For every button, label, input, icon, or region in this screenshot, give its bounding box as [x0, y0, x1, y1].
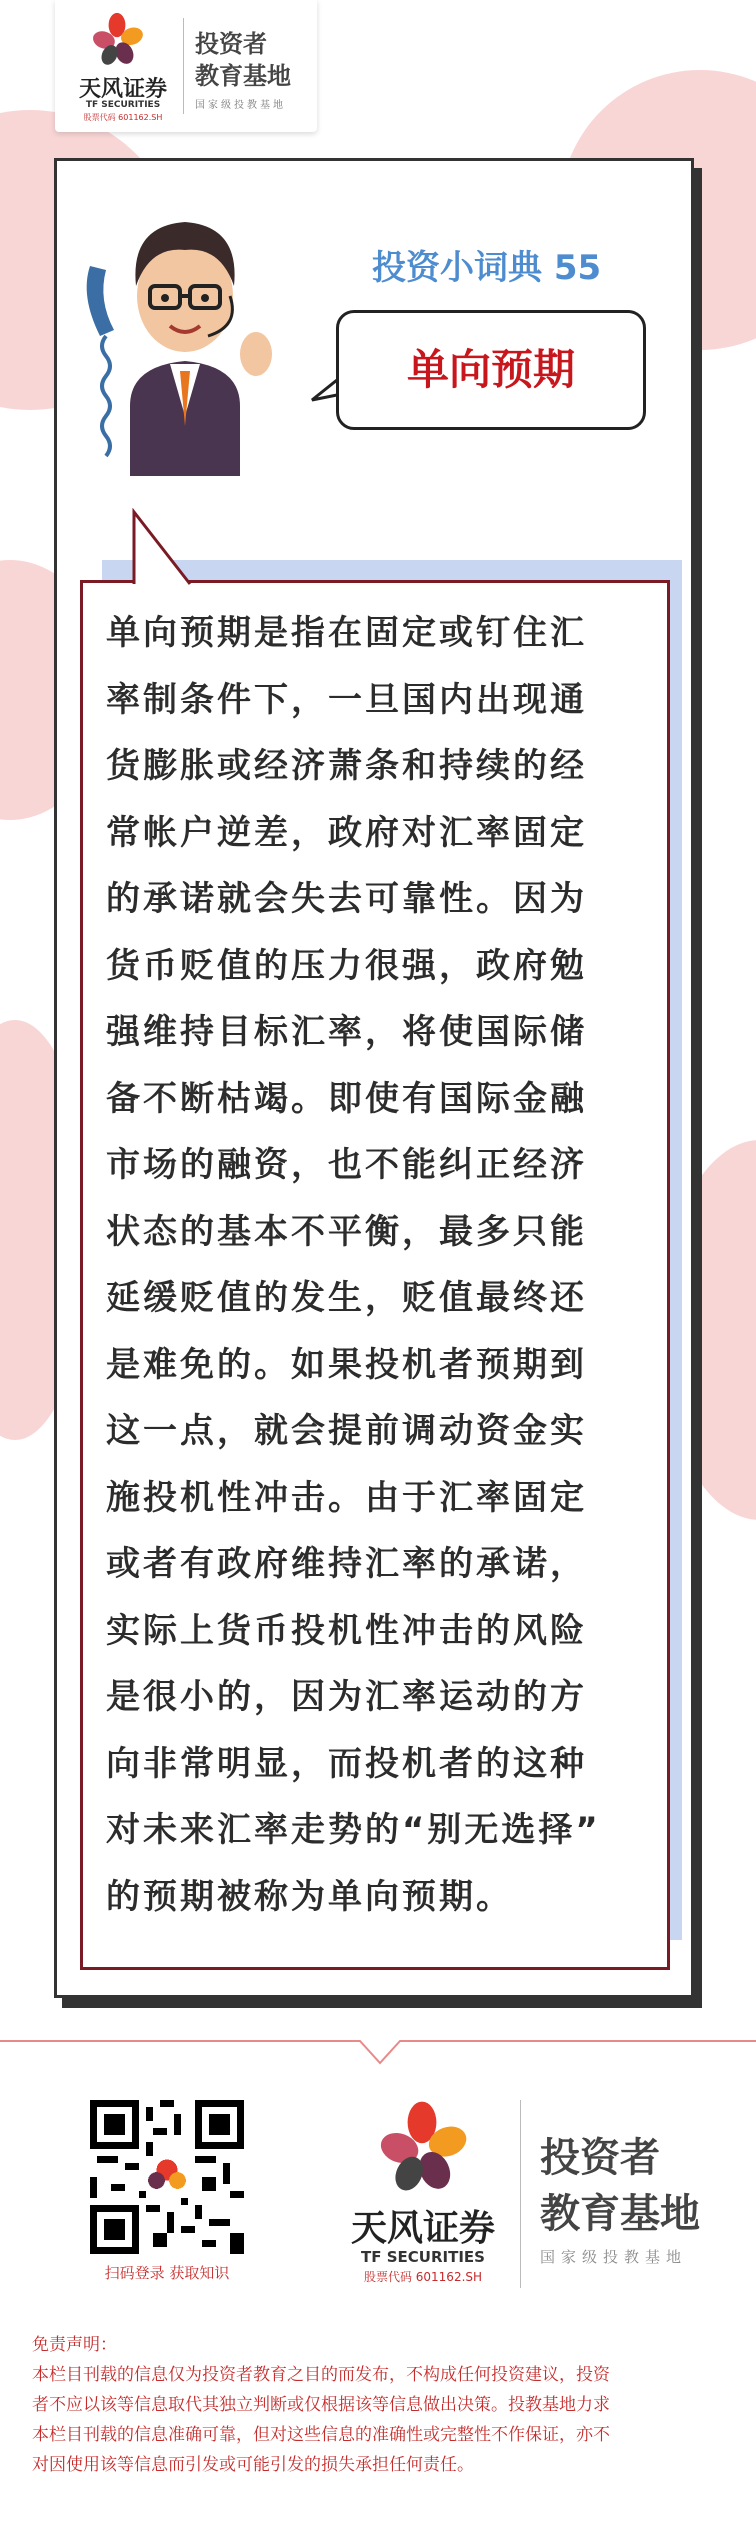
- qr-code-icon[interactable]: [90, 2100, 244, 2254]
- definition-line: 市场的融资，也不能纠正经济: [106, 1145, 587, 1185]
- definition-line: 状态的基本不平衡，最多只能: [106, 1211, 587, 1252]
- flower-logo-icon: [89, 12, 145, 68]
- definition-line: 或者有政府维持汇率的承诺，: [106, 1544, 587, 1584]
- footer-title-line1: 投资者: [540, 2135, 660, 2181]
- flower-logo-icon: [374, 2100, 470, 2196]
- cartoon-man-phone-icon: [70, 186, 300, 476]
- disclaimer-line: 本栏目刊载的信息仅为投资者教育之目的而发布，不构成任何投资建议，投资: [32, 2365, 610, 2385]
- definition-line: 的承诺就会失去可靠性。因为: [106, 879, 587, 919]
- footer-subtitle: 国家级投教基地: [540, 2248, 688, 2266]
- definition-line: 施投机性冲击。由于汇率固定: [106, 1477, 587, 1518]
- definition-line: 实际上货币投机性冲击的风险: [106, 1610, 587, 1651]
- disclaimer-title: 免责声明：: [32, 2335, 117, 2355]
- term-title: 单向预期: [406, 345, 575, 394]
- qr-caption: 扫码登录 获取知识: [104, 2264, 230, 2282]
- definition-line: 单向预期是指在固定或钉住汇: [106, 613, 587, 653]
- definition-line: 是难免的。如果投机者预期到: [106, 1344, 587, 1385]
- disclaimer-line: 对因使用该等信息而引发或可能引发的损失承担任何责任。: [32, 2455, 474, 2475]
- definition-text: [106, 600, 646, 1930]
- definition-line: 备不断枯竭。即使有国际金融: [106, 1078, 587, 1119]
- footer-title-line2: 教育基地: [540, 2191, 700, 2237]
- definition-line: 延缓贬值的发生，贬值最终还: [106, 1278, 587, 1318]
- definition-line: 这一点，就会提前调动资金实: [106, 1411, 587, 1451]
- definition-line: 货膨胀或经济萧条和持续的经: [106, 746, 587, 786]
- disclaimer-line: 者不应以该等信息取代其独立判断或仅根据该等信息做出决策。投教基地力求: [32, 2395, 610, 2415]
- series-label: 投资小词典 55: [372, 248, 602, 288]
- disclaimer-text: [32, 2360, 732, 2480]
- text-box-tail: [118, 508, 218, 590]
- brand-english: TF SECURITIES: [85, 100, 161, 110]
- divider: [183, 18, 184, 114]
- definition-line: 货币贬值的压力很强，政府勉: [106, 945, 587, 986]
- footer-brand-name: 天风证券: [350, 2207, 495, 2249]
- header-logo-card: [55, 0, 317, 132]
- definition-line: 的预期被称为单向预期。: [106, 1876, 513, 1917]
- header-subtitle: 国家级投教基地: [195, 100, 286, 111]
- definition-line: 对未来汇率走势的“别无选择”: [106, 1810, 601, 1850]
- definition-line: 是很小的，因为汇率运动的方: [106, 1677, 587, 1717]
- header-title-line1: 投资者: [195, 30, 267, 58]
- footer-divider-vertical: [520, 2100, 521, 2288]
- header-title-line2: 教育基地: [195, 62, 291, 90]
- definition-line: 常帐户逆差，政府对汇率固定: [106, 812, 587, 853]
- footer-stock-code: 股票代码 601162.SH: [363, 2270, 483, 2284]
- definition-line: 率制条件下，一旦国内出现通: [106, 679, 587, 720]
- definition-line: 向非常明显，而投机者的这种: [106, 1743, 587, 1784]
- brand-name: 天风证券: [78, 76, 167, 102]
- disclaimer-line: 本栏目刊载的信息准确可靠，但对这些信息的准确性或完整性不作保证，亦不: [32, 2425, 610, 2445]
- footer-divider: [0, 2037, 756, 2067]
- footer-brand-english: TF SECURITIES: [361, 2248, 485, 2266]
- definition-line: 强维持目标汇率，将使国际储: [106, 1012, 587, 1052]
- stock-code: 股票代码 601162.SH: [83, 113, 163, 122]
